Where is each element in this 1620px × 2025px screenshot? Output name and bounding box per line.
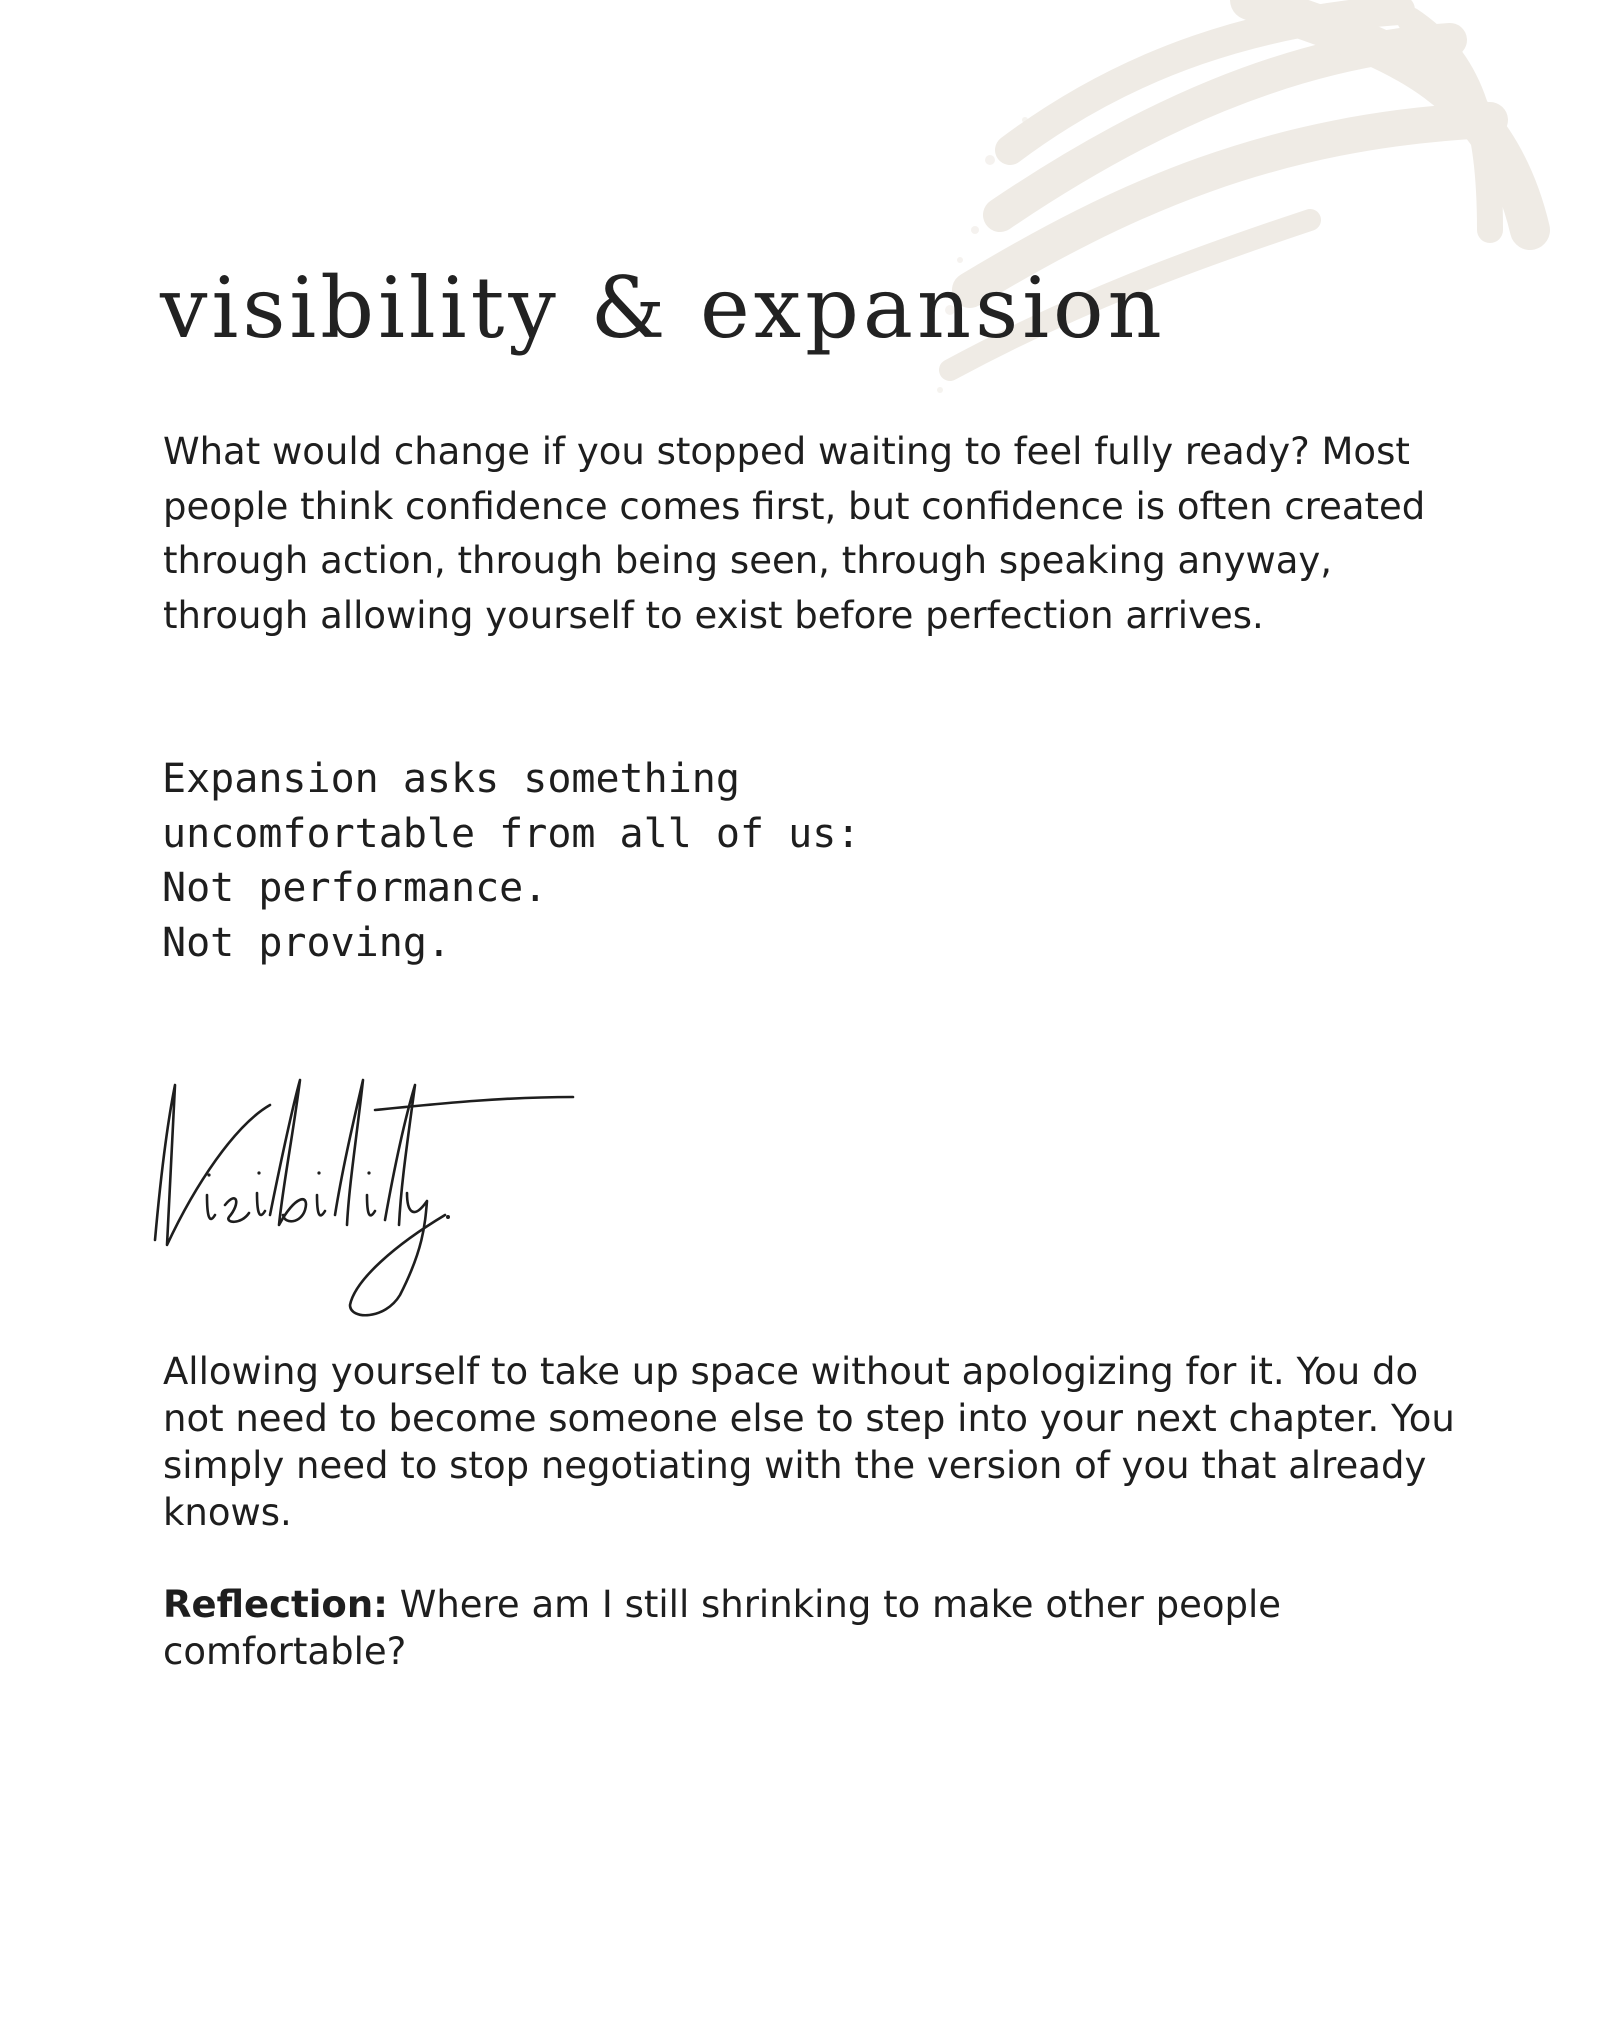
quote-line: Not proving. [162, 919, 451, 966]
page-title: visibility & expansion [160, 259, 1166, 357]
quote-line: Expansion asks something [162, 756, 740, 802]
reflection-paragraph [163, 1581, 1463, 1675]
signature-drawing [145, 1075, 600, 1320]
quote-line: Not performance. [162, 865, 548, 911]
typewriter-quote [162, 752, 860, 970]
quote-line: uncomfortable from all of us: [162, 810, 861, 857]
script-signature [145, 1075, 600, 1320]
brush-stroke-decoration [930, 0, 1570, 420]
body-paragraph: Allowing yourself to take up space without apologizing for it. You do not need to become someone else to step into your next chapter. You simply need to stop negotiating with the version of you that already knows. [163, 1350, 1455, 1534]
intro-paragraph: What would change if you stopped waiting to feel fully ready? Most people think confidence comes first, but confidence is often created through action, through being seen, through speaking anyway, through allowing yourself to exist before perfection arrives. [163, 430, 1426, 637]
reflection-question: Where am I still shrinking to make other people comfortable? [163, 1583, 1282, 1673]
reflection-label: Reflection: [163, 1583, 388, 1626]
